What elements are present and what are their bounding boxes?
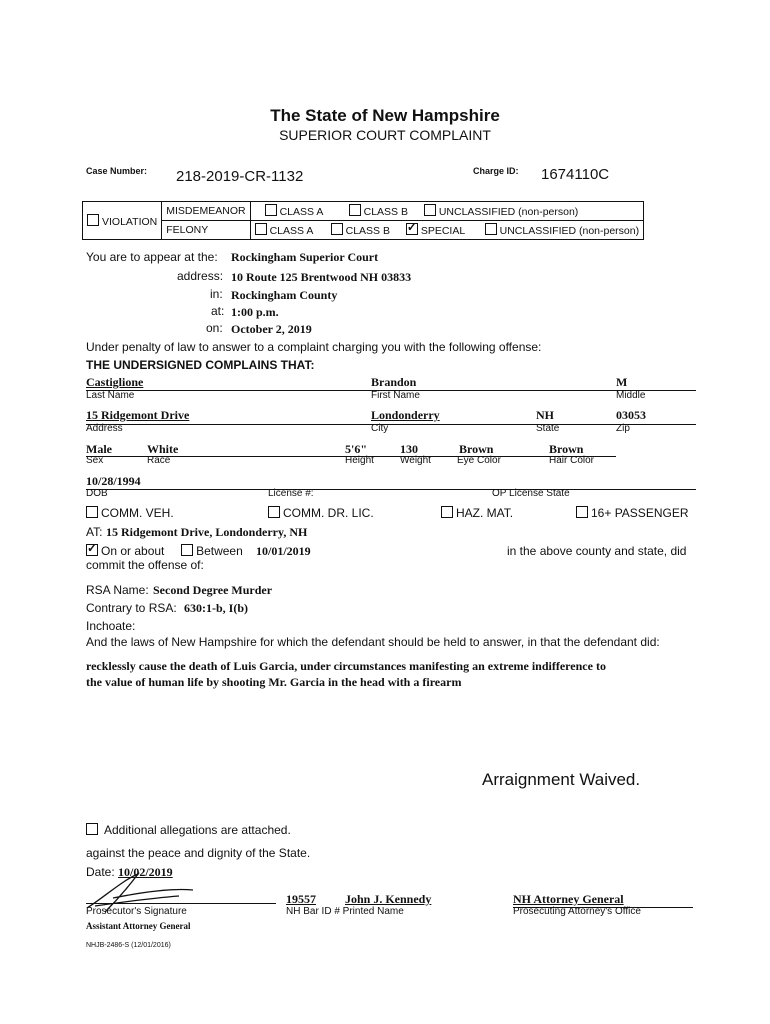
hazmat-checkbox[interactable]: [441, 506, 453, 518]
rsa-contrary: 630:1-b, I(b): [184, 601, 249, 615]
rsa-name-label: RSA Name:: [86, 583, 149, 597]
address-label: address:: [177, 269, 224, 283]
date-label: Date:: [86, 865, 115, 879]
race-label: Race: [147, 455, 171, 466]
appear-date: October 2, 2019: [231, 322, 312, 336]
offense-date-tail: in the above county and state, did: [507, 544, 687, 558]
sex-label: Sex: [86, 455, 104, 466]
case-number: 218-2019-CR-1132: [176, 168, 304, 185]
rsa-name: Second Degree Murder: [153, 583, 273, 597]
arraignment-waived: Arraignment Waived.: [482, 770, 641, 789]
charge-id-label: Charge ID:: [473, 166, 519, 176]
misd-unclassified-label: UNCLASSIFIED (non-person): [438, 206, 579, 218]
eye-label: Eye Color: [457, 455, 501, 466]
appear-intro: You are to appear at the:: [86, 250, 218, 264]
fel-class-b-checkbox[interactable]: [331, 223, 343, 235]
signature-line: [86, 903, 276, 904]
def-sex: Male: [86, 442, 112, 456]
fel-special-label: SPECIAL: [420, 225, 465, 237]
sig-label: Prosecutor's Signature: [86, 906, 187, 917]
passenger: [576, 506, 689, 520]
signature-date: 10/02/2019: [118, 865, 173, 879]
middle-name: M: [616, 375, 628, 389]
county: Rockingham County: [231, 288, 338, 302]
hazmat-label: HAZ. MAT.: [456, 506, 514, 520]
at-label: at:: [211, 304, 225, 318]
dob-label: DOB: [86, 488, 108, 499]
city-label: City: [371, 423, 389, 434]
comm-veh: [86, 506, 174, 520]
zip-label: Zip: [616, 423, 630, 434]
prosecuting-office: NH Attorney General: [513, 892, 624, 906]
inchoate-label: Inchoate:: [86, 619, 136, 633]
fel-unclassified-label: UNCLASSIFIED (non-person): [499, 225, 640, 237]
first-name-label: First Name: [371, 390, 420, 401]
fel-class-a-label: CLASS A: [269, 225, 313, 237]
violation-label: VIOLATION: [102, 215, 158, 228]
misd-class-b-label: CLASS B: [363, 206, 408, 218]
passenger-checkbox[interactable]: [576, 506, 588, 518]
offense-date: 10/01/2019: [256, 544, 311, 558]
passenger-label: 16+ PASSENGER: [591, 506, 689, 520]
additional-checkbox[interactable]: [86, 823, 98, 835]
additional-label: Additional allegations are attached.: [104, 823, 291, 837]
on-label: on:: [206, 321, 223, 335]
form-title: The State of New Hampshire: [270, 106, 500, 125]
op-license-state-label: OP License State: [492, 488, 570, 499]
on-or-about-label: On or about: [101, 544, 165, 558]
def-race: White: [147, 442, 179, 456]
first-name: Brandon: [371, 375, 417, 389]
printed-name: John J. Kennedy: [345, 892, 432, 906]
bar-label: NH Bar ID # Printed Name: [286, 906, 404, 917]
violation-cell: [83, 202, 162, 240]
narrative-line-1: recklessly cause the death of Luis Garcia, under circumstances manifesting an extreme indifference to: [86, 659, 606, 673]
misd-unclassified-checkbox[interactable]: [424, 204, 436, 216]
def-address: 15 Ridgemont Drive: [86, 408, 190, 422]
last-name-label: Last Name: [86, 390, 135, 401]
fel-class-b-label: CLASS B: [345, 225, 390, 237]
laws-text: And the laws of New Hampshire for which the defendant should be held to answer, in that the defendant did:: [86, 635, 660, 649]
comm-dr-label: COMM. DR. LIC.: [283, 506, 374, 520]
def-hair-color: Brown: [549, 442, 584, 456]
against-peace: against the peace and dignity of the State.: [86, 846, 311, 860]
weight-label: Weight: [400, 455, 431, 466]
appear-time: 1:00 p.m.: [231, 305, 279, 319]
form-id: NHJB-2486-S (12/01/2016): [86, 942, 171, 949]
address-line: [86, 424, 696, 425]
haz-mat: [441, 506, 513, 520]
misd-class-b-checkbox[interactable]: [349, 204, 361, 216]
address-field-label: Address: [86, 423, 123, 434]
misd-class-a-checkbox[interactable]: [265, 204, 277, 216]
violation-checkbox[interactable]: [87, 214, 99, 226]
comm-dr-checkbox[interactable]: [268, 506, 280, 518]
def-dob: 10/28/1994: [86, 474, 141, 488]
additional-allegations: [86, 823, 291, 837]
felony-label: FELONY: [162, 221, 250, 240]
narrative-line-2: the value of human life by shooting Mr. Garcia in the head with a firearm: [86, 675, 462, 689]
def-weight: 130: [400, 442, 418, 456]
office-label: Prosecuting Attorney's Office: [513, 906, 641, 917]
form-subtitle: SUPERIOR COURT COMPLAINT: [279, 127, 491, 143]
in-label: in:: [210, 287, 223, 301]
location-at-label: AT:: [86, 525, 103, 539]
court-address: 10 Route 125 Brentwood NH 03833: [231, 270, 412, 284]
fel-class-a-checkbox[interactable]: [255, 223, 267, 235]
last-name: Castiglione: [86, 375, 144, 389]
undersigned-heading: THE UNDERSIGNED COMPLAINS THAT:: [86, 358, 315, 372]
def-eye-color: Brown: [459, 442, 494, 456]
charge-id: 1674110C: [541, 166, 610, 183]
offense-location: 15 Ridgemont Drive, Londonderry, NH: [106, 525, 308, 539]
dob-line: [86, 489, 696, 490]
state-label: State: [536, 423, 560, 434]
misdemeanor-label: MISDEMEANOR: [162, 202, 250, 221]
bar-id: 19557: [286, 892, 316, 906]
def-state: NH: [536, 408, 554, 422]
hair-label: Hair Color: [549, 455, 595, 466]
between-checkbox[interactable]: [181, 544, 193, 556]
comm-veh-checkbox[interactable]: [86, 506, 98, 518]
case-number-label: Case Number:: [86, 166, 148, 176]
def-zip: 03053: [616, 408, 646, 422]
def-city: Londonderry: [371, 408, 440, 422]
commit-offense: commit the offense of:: [86, 558, 204, 572]
prosecutor-title: Assistant Attorney General: [86, 921, 191, 931]
misdemeanor-options: [250, 202, 644, 221]
misd-class-a-label: CLASS A: [279, 206, 323, 218]
on-or-about-checkbox[interactable]: [86, 544, 98, 556]
middle-label: Middle: [616, 390, 646, 401]
between-label: Between: [196, 544, 243, 558]
comm-veh-label: COMM. VEH.: [101, 506, 174, 520]
fel-unclassified-checkbox[interactable]: [485, 223, 497, 235]
rsa-contrary-label: Contrary to RSA:: [86, 601, 177, 615]
court-name: Rockingham Superior Court: [231, 250, 379, 264]
offense-classification-table: [82, 201, 644, 240]
offense-date-row: [86, 544, 243, 558]
def-height: 5'6": [345, 442, 367, 456]
license-label: License #:: [268, 488, 314, 499]
comm-dr-lic: [268, 506, 374, 520]
penalty-text: Under penalty of law to answer to a complaint charging you with the following offense:: [86, 340, 542, 354]
felony-options: [250, 221, 644, 240]
height-label: Height: [345, 455, 374, 466]
fel-special-checkbox[interactable]: [406, 223, 418, 235]
